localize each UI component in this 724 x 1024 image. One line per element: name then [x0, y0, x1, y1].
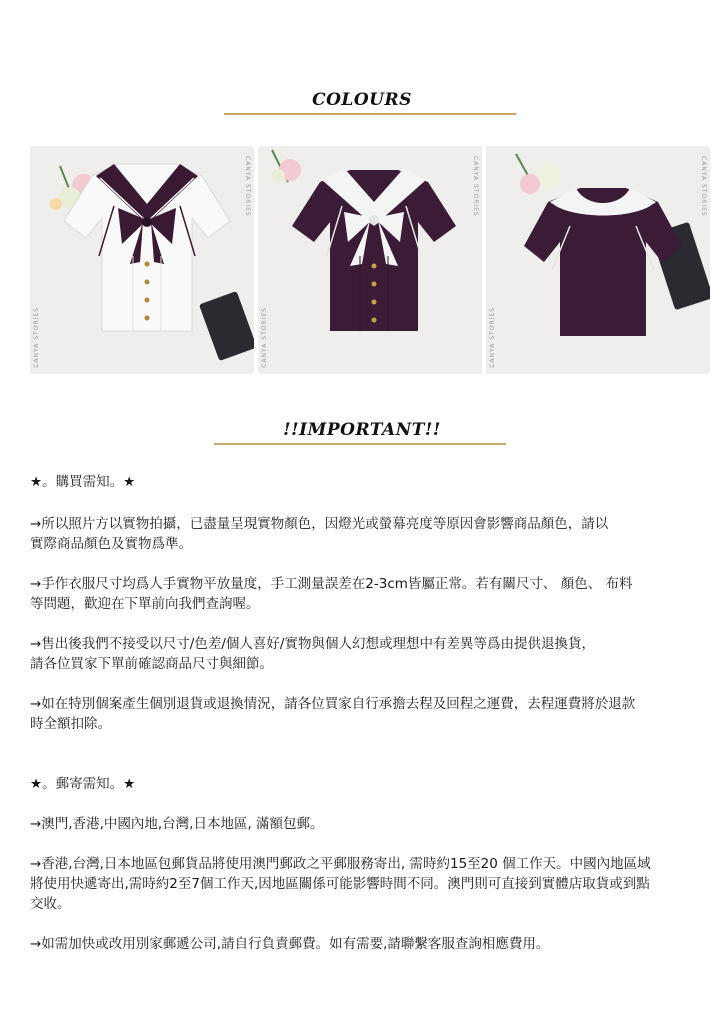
heading-divider	[224, 113, 516, 115]
shipping-paragraph-3: →如需加快或改用別家郵遞公司,請自行負責郵費。如有需要,請聯繫客服查詢相應費用。	[30, 936, 550, 952]
watermark-bottom: CANYA STORIES	[261, 307, 268, 368]
white-blouse-image	[30, 146, 254, 374]
purple-blouse-front-image	[258, 146, 482, 374]
colours-heading: COLOURS	[312, 90, 412, 110]
purchase-paragraph-2: →手作衣服尺寸均爲人手實物平放量度，手工測量誤差在2-3cm皆屬正常。若有關尺寸、 顏色、 布料 等問題，歡迎在下單前向我們查詢喔。	[30, 576, 633, 612]
watermark-bottom: CANYA STORIES	[489, 307, 496, 368]
purchase-title: ★。購買需知。★	[30, 474, 136, 490]
shipping-paragraph-2: →香港,台灣,日本地區包郵貨品將使用澳門郵政之平郵服務寄出, 需時約15至20 個工作天。中國內地區域 將使用快遞寄出,需時約2至7個工作天,因地區關係可能影響時間不同。澳門則可直接到實體店取貨或到點 交收。	[30, 856, 651, 912]
shipping-title: ★。郵寄需知。★	[30, 776, 136, 792]
shipping-paragraph-1: →澳門,香港,中國內地,台灣,日本地區, 滿額包郵。	[30, 816, 324, 832]
watermark-bottom: CANYA STORIES	[33, 307, 40, 368]
product-photo-purple-front	[258, 146, 482, 374]
purple-blouse-back-image	[486, 146, 710, 374]
heading-divider	[214, 443, 506, 445]
product-photo-white	[30, 146, 254, 374]
purchase-paragraph-4: →如在特別個案產生個別退貨或退換情況，請各位買家自行承擔去程及回程之運費，去程運費將於退款 時全額扣除。	[30, 696, 636, 732]
watermark-top: CANYA STORIES	[472, 156, 479, 217]
watermark-top: CANYA STORIES	[700, 156, 707, 217]
purchase-paragraph-1: →所以照片方以實物拍攝，已盡量呈現實物顏色，因燈光或螢幕亮度等原因會影響商品顏色，請以 實際商品顏色及實物爲準。	[30, 516, 609, 552]
purchase-paragraph-3: →售出後我們不接受以尺寸/色差/個人喜好/實物與個人幻想或理想中有差異等爲由提供退換貨， 請各位買家下單前確認商品尺寸與細節。	[30, 636, 595, 672]
important-heading: !!IMPORTANT!!	[283, 420, 441, 440]
watermark-top: CANYA STORIES	[244, 156, 251, 217]
product-photo-purple-back	[486, 146, 710, 374]
